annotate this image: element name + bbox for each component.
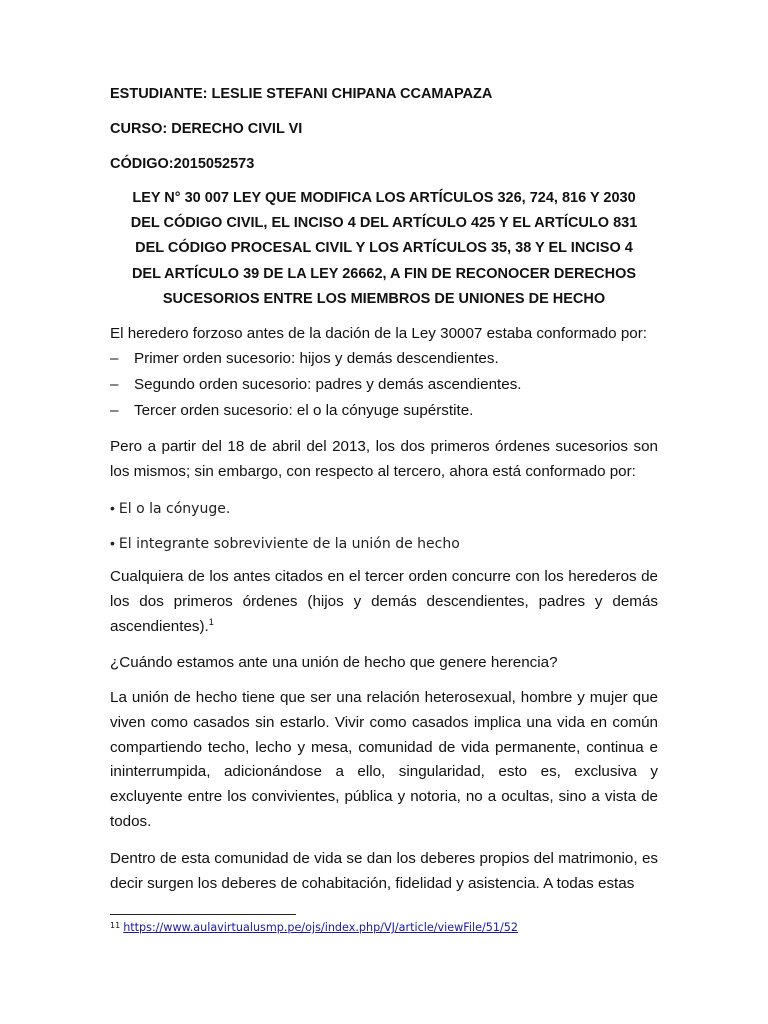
question-paragraph: ¿Cuándo estamos ante una unión de hecho que genere herencia? bbox=[110, 654, 558, 671]
list-item bbox=[110, 347, 658, 372]
course-name: CURSO: DERECHO CIVIL VI bbox=[110, 121, 303, 137]
footnote-mark: 11 bbox=[110, 921, 121, 930]
footnote-link[interactable]: https://www.aulavirtualusmp.pe/ojs/index.php/VJ/article/viewFile/51/52 bbox=[123, 921, 519, 934]
dash-marker: – bbox=[110, 376, 119, 393]
document-page bbox=[110, 0, 658, 1024]
law-title-line: DEL CÓDIGO CIVIL, EL INCISO 4 DEL ARTÍCULO 425 Y EL ARTÍCULO 831 bbox=[130, 215, 638, 232]
bullet-item-text: El integrante sobreviviente de la unión de hecho bbox=[118, 536, 460, 552]
law-title-line: DEL CÓDIGO PROCESAL CIVIL Y LOS ARTÍCULOS 35, 38 Y EL INCISO 4 bbox=[135, 240, 633, 257]
dash-marker: – bbox=[110, 402, 119, 419]
list-item-text: Tercer orden sucesorio: el o la cónyuge supérstite. bbox=[134, 402, 474, 419]
law-title bbox=[110, 186, 658, 312]
bullet-item bbox=[110, 535, 460, 552]
paragraph bbox=[110, 565, 658, 639]
paragraph: La unión de hecho tiene que ser una relación heterosexual, hombre y mujer que viven como casados sin estarlo. Vivir como casados implica una vida en común compartiendo techo, lecho y mesa, comunidad de vida permanente, continua e ininterrumpida, adicionándose a ello, singularidad, esto es, exclusiva y excluyente entre los convivientes, pública y notoria, no a ocultas, sino a vista de todos. bbox=[110, 689, 658, 830]
law-title-line: LEY N° 30 007 LEY QUE MODIFICA LOS ARTÍCULOS 326, 724, 816 Y 2030 bbox=[132, 190, 636, 206]
bullet-item-text: El o la cónyuge. bbox=[118, 501, 231, 517]
list-item bbox=[110, 373, 658, 398]
paragraph-text: Cualquiera de los antes citados en el tercer orden concurre con los herederos de los dos primeros órdenes (hijos y demás descendientes, padres y demás ascendientes). bbox=[110, 568, 658, 635]
list-item bbox=[110, 399, 658, 424]
bullet-marker: • bbox=[110, 500, 115, 516]
dash-marker: – bbox=[110, 350, 119, 367]
paragraph: Pero a partir del 18 de abril del 2013, los dos primeros órdenes sucesorios son los mismos; sin embargo, con respecto al tercero, ahora está conformado por: bbox=[110, 438, 658, 480]
footnote-separator bbox=[110, 914, 296, 915]
paragraph: Dentro de esta comunidad de vida se dan los deberes propios del matrimonio, es decir surgen los deberes de cohabitación, fidelidad y asistencia. A todas estas bbox=[110, 850, 658, 892]
footnote-reference[interactable]: 1 bbox=[208, 616, 214, 627]
student-name: ESTUDIANTE: LESLIE STEFANI CHIPANA CCAMAPAZA bbox=[110, 86, 493, 102]
bullet-item bbox=[110, 500, 230, 517]
student-code: CÓDIGO:2015052573 bbox=[110, 156, 255, 172]
law-title-line: SUCESORIOS ENTRE LOS MIEMBROS DE UNIONES DE HECHO bbox=[162, 290, 606, 307]
bullet-marker: • bbox=[110, 535, 115, 551]
footnote bbox=[110, 921, 518, 934]
intro-paragraph: El heredero forzoso antes de la dación de la Ley 30007 estaba conformado por: bbox=[110, 325, 647, 342]
list-item-text: Segundo orden sucesorio: padres y demás ascendientes. bbox=[134, 376, 522, 393]
law-title-line: DEL ARTÍCULO 39 DE LA LEY 26662, A FIN DE RECONOCER DERECHOS bbox=[131, 265, 637, 282]
list-item-text: Primer orden sucesorio: hijos y demás descendientes. bbox=[134, 350, 499, 367]
